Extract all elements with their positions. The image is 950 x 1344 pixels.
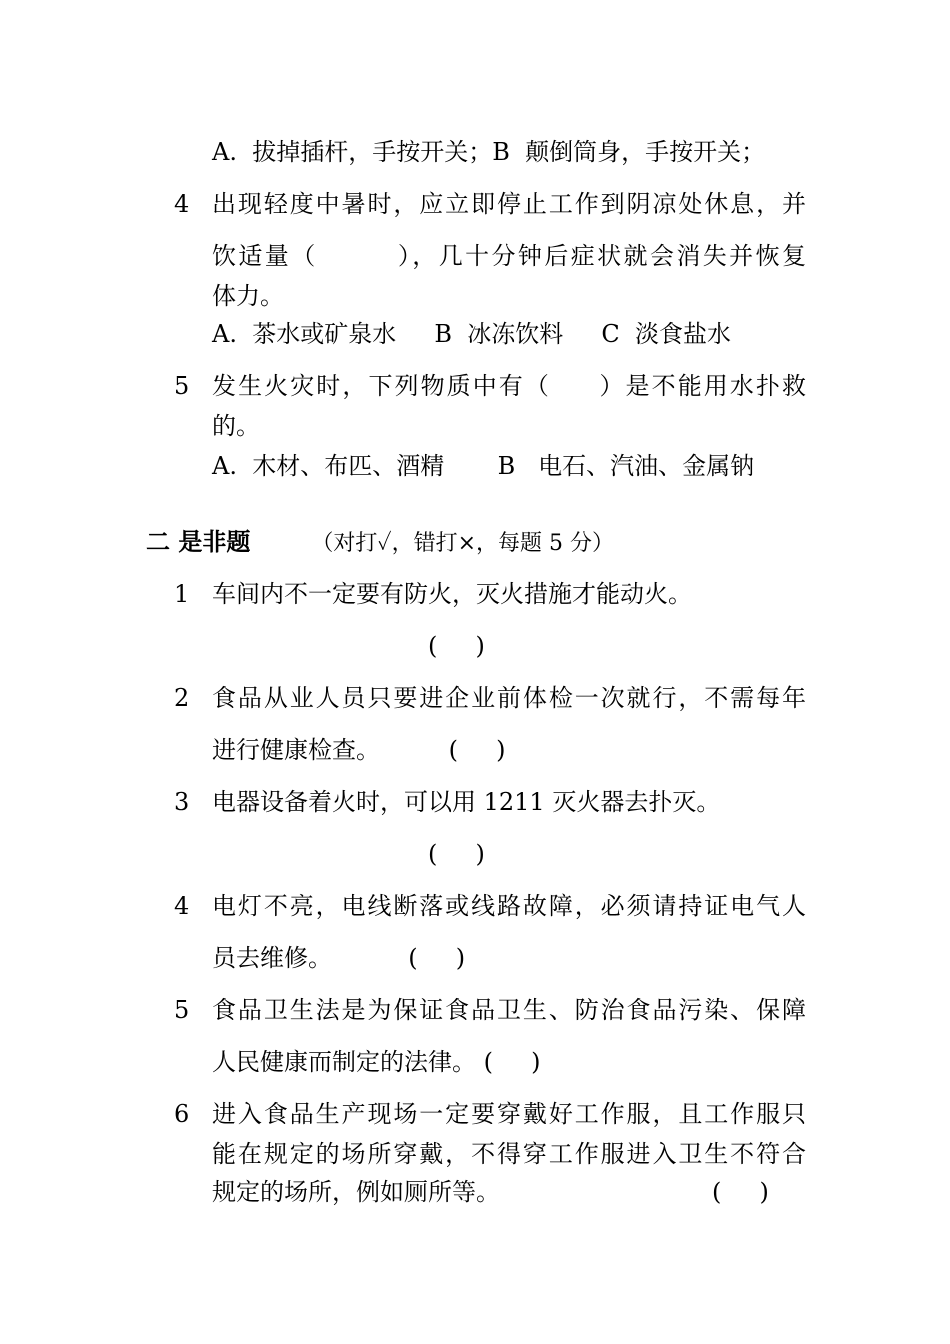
section-title: 二 是非题 [146,527,251,556]
tf5-line2: 人民健康而制定的法律。 ( ) [212,1048,541,1076]
tf6-number: 6 [174,1100,190,1128]
section-note: （对打✓，错打×，每题 5 分） [311,531,614,556]
tf5-line1: 食品卫生法是为保证食品卫生、防治食品污染、保障 [212,996,806,1024]
tf2-line2: 进行健康检查。 ( ) [212,736,506,764]
tf4-line1: 电灯不亮，电线断落或线路故障，必须请持证电气人 [212,892,806,920]
tf2-line1: 食品从业人员只要进企业前体检一次就行，不需每年 [212,684,806,712]
q4-line1: 出现轻度中暑时，应立即停止工作到阴凉处休息，并 [212,190,806,218]
tf5-number: 5 [174,996,190,1024]
tf3-number: 3 [174,788,190,816]
q5-line1: 发生火灾时，下列物质中有（ ）是不能用水扑救 [212,372,806,400]
q4-options: A. 茶水或矿泉水 B 冰冻饮料 C 淡食盐水 [212,320,732,348]
tf1-line1: 车间内不一定要有防火，灭火措施才能动火。 [212,580,692,608]
q5-options: A. 木材、布匹、酒精 B 电石、汽油、金属钠 [212,452,755,480]
tf2-number: 2 [174,684,190,712]
tf1-number: 1 [174,580,190,608]
tf6-line1: 进入食品生产现场一定要穿戴好工作服，且工作服只 [212,1100,806,1128]
section-heading [146,526,614,560]
q4-number: 4 [174,190,190,218]
tf4-line2: 员去维修。 ( ) [212,944,466,972]
tf6-line2: 能在规定的场所穿戴，不得穿工作服进入卫生不符合 [212,1140,806,1168]
tf6-line3: 规定的场所，例如厕所等。 [212,1178,500,1206]
tf4-number: 4 [174,892,190,920]
tf3-line1: 电器设备着火时，可以用 1211 灭火器去扑灭。 [212,788,721,816]
q3-options: A. 拔掉插杆，手按开关；B 颠倒筒身，手按开关； [212,138,766,166]
q5-line2: 的。 [212,412,260,440]
tf1-answer-blank[interactable]: ( ) [428,632,485,660]
q4-line2: 饮适量（ ），几十分钟后症状就会消失并恢复 [212,242,806,270]
q4-line3: 体力。 [212,282,284,310]
q5-number: 5 [174,372,190,400]
tf3-answer-blank[interactable]: ( ) [428,840,485,868]
tf6-answer-blank[interactable]: ( ) [712,1178,769,1206]
